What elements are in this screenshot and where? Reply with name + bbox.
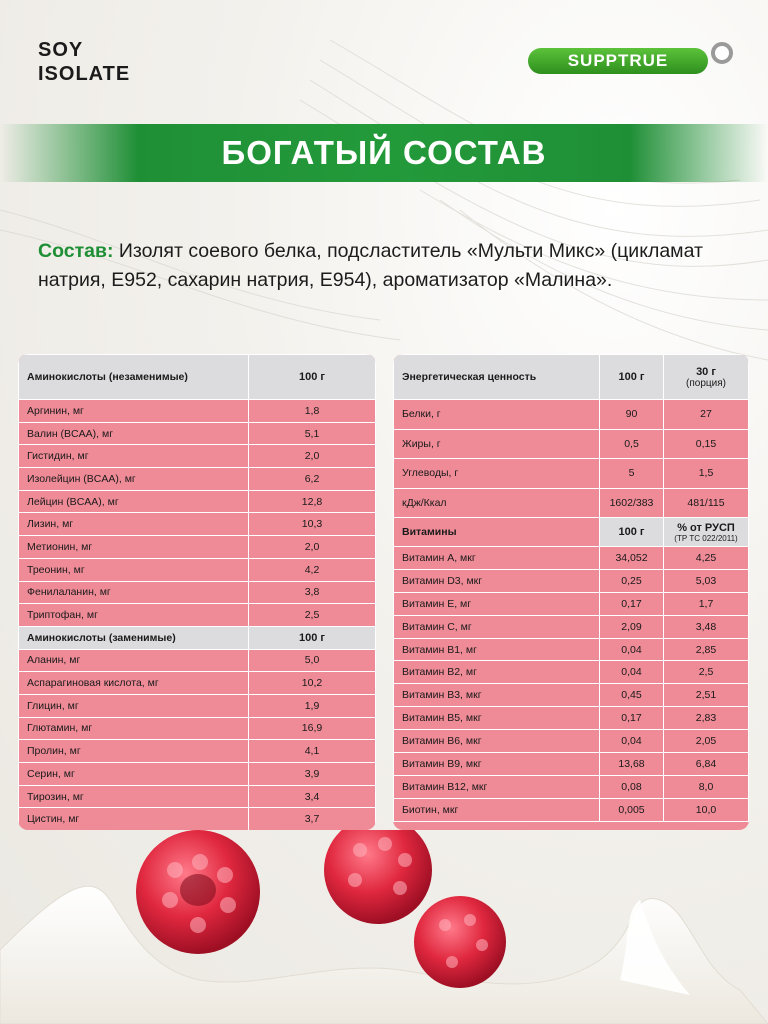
header-label-text: Аминокислоты (незаменимые): [27, 371, 188, 383]
table-row: [19, 649, 376, 672]
header-value-rusp: [664, 518, 749, 547]
table-header: [19, 626, 376, 649]
table-row: [394, 707, 749, 730]
row-value-100: [600, 753, 664, 776]
row-name: [19, 513, 249, 536]
table-row: [19, 513, 376, 536]
row-name: [19, 808, 249, 830]
row-name-text: Витамин В2, мг: [402, 666, 477, 679]
row-name: [394, 547, 600, 570]
table-row: [19, 445, 376, 468]
row-name-text: Лейцин (BCAA), мг: [27, 495, 119, 508]
row-name-text: Изолейцин (BCAA), мг: [27, 472, 136, 485]
row-name-text: Витамин Е, мг: [402, 597, 472, 610]
row-value-text: 3,4: [304, 790, 320, 803]
row-name-text: кДж/Ккал: [402, 496, 447, 509]
row-value-text: 10,2: [301, 677, 323, 690]
row-name-text: Тирозин, мг: [27, 790, 84, 803]
brand-logo-text: SUPPTRUE: [528, 48, 708, 74]
row-value-100: [600, 661, 664, 684]
row-name: [394, 798, 600, 821]
row-value-pct: [664, 569, 749, 592]
nutrition-table: [393, 354, 749, 830]
table-row: [394, 569, 749, 592]
table-row: [19, 536, 376, 559]
row-name: [19, 581, 249, 604]
row-value-30: [664, 459, 749, 489]
row-value-100: [600, 775, 664, 798]
row-name: [394, 400, 600, 430]
row-name-text: Витамин С, мг: [402, 620, 472, 633]
row-value: [249, 785, 376, 808]
row-name: [19, 558, 249, 581]
table-row: [19, 490, 376, 513]
row-name-text: Лизин, мг: [27, 518, 74, 531]
header-value: [249, 626, 376, 649]
row-value-pct: [664, 707, 749, 730]
row-value-pct-text: 2,51: [695, 689, 717, 702]
row-value-100-text: 0,5: [624, 437, 639, 450]
row-name: [19, 694, 249, 717]
row-value-100: [600, 707, 664, 730]
row-value-text: 2,0: [304, 540, 320, 553]
row-value-pct-text: 1,7: [698, 597, 714, 610]
row-value-100-text: 0,005: [618, 803, 645, 816]
row-value-100-text: 0,17: [621, 712, 642, 725]
row-name-text: Витамин В9, мкг: [402, 757, 482, 770]
header-label-text: Витамины: [402, 526, 457, 538]
row-name-text: Белки, г: [402, 408, 441, 421]
row-value: [249, 445, 376, 468]
row-value: [249, 740, 376, 763]
row-value-100: [600, 798, 664, 821]
row-value-100-text: 0,45: [621, 689, 642, 702]
header-value-100: [600, 518, 664, 547]
row-name: [19, 604, 249, 627]
row-name: [394, 592, 600, 615]
row-name-text: Глицин, мг: [27, 699, 79, 712]
row-name-text: Гистидин, мг: [27, 450, 89, 463]
table-row: [394, 638, 749, 661]
row-name: [394, 661, 600, 684]
row-name-text: Витамин В1, мг: [402, 643, 477, 656]
row-name-text: Витамин А, мкг: [402, 551, 476, 564]
row-name-text: Витамин В3, мкг: [402, 689, 482, 702]
header-label-text: Энергетическая ценность: [402, 371, 537, 383]
header-label: [394, 518, 600, 547]
row-value-100: [600, 569, 664, 592]
row-value-text: 4,2: [304, 563, 320, 576]
table-row: [394, 400, 749, 430]
table-row: [19, 763, 376, 786]
row-name-text: Фенилаланин, мг: [27, 586, 111, 599]
row-value-pct-text: 5,03: [695, 574, 717, 587]
row-value: [249, 536, 376, 559]
raspberry-milk-splash: [0, 830, 768, 1024]
row-value-30: [664, 400, 749, 430]
row-value-100: [600, 615, 664, 638]
row-name: [394, 569, 600, 592]
row-value: [249, 808, 376, 830]
table-row: [394, 429, 749, 459]
table-row: [394, 730, 749, 753]
row-name-text: Серин, мг: [27, 767, 75, 780]
row-value-text: 4,1: [304, 745, 320, 758]
row-value-text: 16,9: [301, 722, 323, 735]
table-row: [19, 717, 376, 740]
row-value-text: 2,5: [304, 609, 320, 622]
header-value-text: 100 г: [299, 371, 325, 383]
table-header: [394, 355, 749, 400]
table-row: [19, 785, 376, 808]
composition-text: [38, 237, 738, 295]
header-value-rusp-text: % от РУСП: [677, 521, 735, 534]
row-name: [394, 638, 600, 661]
table-row: [19, 740, 376, 763]
row-value-text: 2,0: [304, 450, 320, 463]
row-value-pct-text: 2,85: [695, 643, 717, 656]
row-value-text: 10,3: [301, 518, 323, 531]
header-value-100-text: 100 г: [618, 371, 645, 383]
row-value-text: 3,7: [304, 813, 320, 826]
row-value-100: [600, 684, 664, 707]
row-value: [249, 422, 376, 445]
row-name-text: Витамин D3, мкг: [402, 574, 483, 587]
table-row: [394, 775, 749, 798]
table-row: [394, 615, 749, 638]
row-value-100-text: 13,68: [618, 757, 645, 770]
header-value-30-text: 30 г: [696, 365, 716, 378]
row-name: [19, 763, 249, 786]
row-name: [19, 649, 249, 672]
row-name-text: Углеводы, г: [402, 467, 459, 480]
table-header: [394, 518, 749, 547]
row-value: [249, 468, 376, 491]
row-name: [19, 445, 249, 468]
row-value-100-text: 0,04: [621, 666, 642, 679]
row-value-100-text: 0,17: [621, 597, 642, 610]
row-value-text: 1,8: [304, 404, 320, 417]
row-value-text: 3,8: [304, 586, 320, 599]
table-row: [394, 753, 749, 776]
table-row: [394, 798, 749, 821]
row-value-pct: [664, 661, 749, 684]
table-row: [19, 558, 376, 581]
row-value-100-text: 0,08: [621, 780, 642, 793]
row-value-100-text: 0,04: [621, 643, 642, 656]
row-value: [249, 400, 376, 423]
row-value-text: 3,9: [304, 767, 320, 780]
row-value-100-text: 1602/383: [609, 496, 654, 509]
row-name-text: Метионин, мг: [27, 540, 93, 553]
row-name: [19, 672, 249, 695]
row-name: [19, 400, 249, 423]
row-value-text: 5,1: [304, 427, 320, 440]
row-name: [394, 775, 600, 798]
row-value-100-text: 0,25: [621, 574, 642, 587]
table-row: [394, 592, 749, 615]
row-name: [19, 717, 249, 740]
table-row: [394, 459, 749, 489]
row-name: [19, 536, 249, 559]
row-name: [394, 684, 600, 707]
header-value-text: 100 г: [299, 631, 325, 644]
row-value-30-text: 481/115: [687, 496, 725, 509]
row-value-pct-text: 4,25: [695, 551, 717, 564]
table-row: [394, 488, 749, 518]
logo-ring-icon: [711, 42, 733, 64]
row-value-pct-text: 10,0: [695, 803, 717, 816]
row-value: [249, 490, 376, 513]
row-name: [394, 429, 600, 459]
row-name: [394, 459, 600, 489]
row-value-30-text: 27: [700, 408, 712, 421]
table-row: [394, 661, 749, 684]
row-value-pct: [664, 798, 749, 821]
row-name-text: Валин (BCAA), мг: [27, 427, 114, 440]
header-value-100-text: 100 г: [618, 526, 645, 538]
table-row: [19, 694, 376, 717]
row-name: [394, 730, 600, 753]
row-value: [249, 694, 376, 717]
row-name: [394, 707, 600, 730]
row-name-text: Аспарагиновая кислота, мг: [27, 677, 159, 690]
composition-body: Изолят соевого белка, подсластитель «Мульти Микс» (цикламат натрия, Е952, сахарин натрия, Е954), ароматизатор «Малина».: [38, 240, 703, 291]
row-name-text: Глютамин, мг: [27, 722, 93, 735]
product-name-line2: ISOLATE: [38, 63, 131, 85]
row-value-pct: [664, 638, 749, 661]
row-value-30: [664, 429, 749, 459]
amino-acids-table: [18, 354, 376, 830]
row-value-pct-text: 2,05: [695, 735, 717, 748]
product-name-line1: SOY: [38, 39, 84, 61]
row-value: [249, 672, 376, 695]
row-value-100-text: 0,04: [621, 735, 642, 748]
row-value-100-text: 5: [628, 467, 635, 480]
row-value-text: 12,8: [301, 495, 323, 508]
table-header: [19, 355, 376, 400]
row-value-100: [600, 429, 664, 459]
row-name-text: Витамин В12, мкг: [402, 780, 488, 793]
row-name-text: Витамин В6, мкг: [402, 735, 482, 748]
row-value-pct-text: 3,48: [695, 620, 717, 633]
table-row: [19, 808, 376, 830]
row-value-pct: [664, 684, 749, 707]
row-name-text: Витамин В5, мкг: [402, 712, 482, 725]
row-value: [249, 513, 376, 536]
header-value-rusp-text: (ТР ТС 022/2011): [674, 533, 738, 543]
header-label: [394, 355, 600, 400]
row-name: [394, 615, 600, 638]
row-value-100: [600, 730, 664, 753]
row-value-pct: [664, 615, 749, 638]
row-name: [19, 490, 249, 513]
row-name: [19, 468, 249, 491]
row-value: [249, 717, 376, 740]
header-value-100: [600, 355, 664, 400]
row-name-text: Жиры, г: [402, 437, 441, 450]
row-value-100: [600, 400, 664, 430]
row-value-pct: [664, 730, 749, 753]
row-name: [19, 422, 249, 445]
raspberry-icon-3: [414, 896, 506, 988]
header-label-text: Аминокислоты (заменимые): [27, 631, 176, 644]
row-value-100: [600, 459, 664, 489]
row-name-text: Аргинин, мг: [27, 404, 84, 417]
table-row: [19, 468, 376, 491]
row-value-pct-text: 2,5: [698, 666, 714, 679]
row-name-text: Аланин, мг: [27, 654, 81, 667]
row-name: [394, 488, 600, 518]
row-value-pct: [664, 547, 749, 570]
brand-logo: [528, 40, 738, 80]
row-value: [249, 604, 376, 627]
row-value: [249, 558, 376, 581]
header-value-30: [664, 355, 749, 400]
row-name-text: Треонин, мг: [27, 563, 85, 576]
row-value-100: [600, 638, 664, 661]
row-value: [249, 763, 376, 786]
table-row: [19, 581, 376, 604]
row-value-30: [664, 488, 749, 518]
row-value-pct: [664, 753, 749, 776]
row-value-pct: [664, 592, 749, 615]
table-row: [394, 547, 749, 570]
header-label: [19, 355, 249, 400]
table-row: [394, 684, 749, 707]
row-value-100: [600, 592, 664, 615]
header-value-30-text: (порция): [686, 377, 726, 389]
table-row: [19, 400, 376, 423]
row-value-100-text: 2,09: [621, 620, 642, 633]
row-value: [249, 649, 376, 672]
row-value-100: [600, 488, 664, 518]
row-name-text: Биотин, мкг: [402, 803, 459, 816]
row-name: [394, 753, 600, 776]
row-value-text: 5,0: [304, 654, 320, 667]
header-label: [19, 626, 249, 649]
row-value-text: 1,9: [304, 699, 320, 712]
section-banner: БОГАТЫЙ СОСТАВ: [0, 124, 768, 182]
row-name-text: Триптофан, мг: [27, 609, 98, 622]
raspberry-icon-2: [324, 830, 432, 924]
row-value-30-text: 0,15: [695, 437, 717, 450]
row-value-pct-text: 6,84: [695, 757, 717, 770]
row-name-text: Пролин, мг: [27, 745, 81, 758]
row-value-100-text: 34,052: [615, 551, 648, 564]
row-name-text: Цистин, мг: [27, 813, 80, 826]
row-value-100-text: 90: [625, 408, 638, 421]
row-value-30-text: 1,5: [698, 467, 714, 480]
table-row: [19, 604, 376, 627]
row-value-text: 6,2: [304, 472, 320, 485]
header-value: [249, 355, 376, 400]
row-name: [19, 785, 249, 808]
table-row: [19, 672, 376, 695]
row-value-pct: [664, 775, 749, 798]
table-row: [19, 422, 376, 445]
composition-label: Состав:: [38, 240, 114, 262]
row-value-100: [600, 547, 664, 570]
row-name: [19, 740, 249, 763]
row-value-pct-text: 2,83: [695, 712, 717, 725]
row-value-pct-text: 8,0: [698, 780, 714, 793]
row-value: [249, 581, 376, 604]
product-name: [38, 38, 130, 86]
